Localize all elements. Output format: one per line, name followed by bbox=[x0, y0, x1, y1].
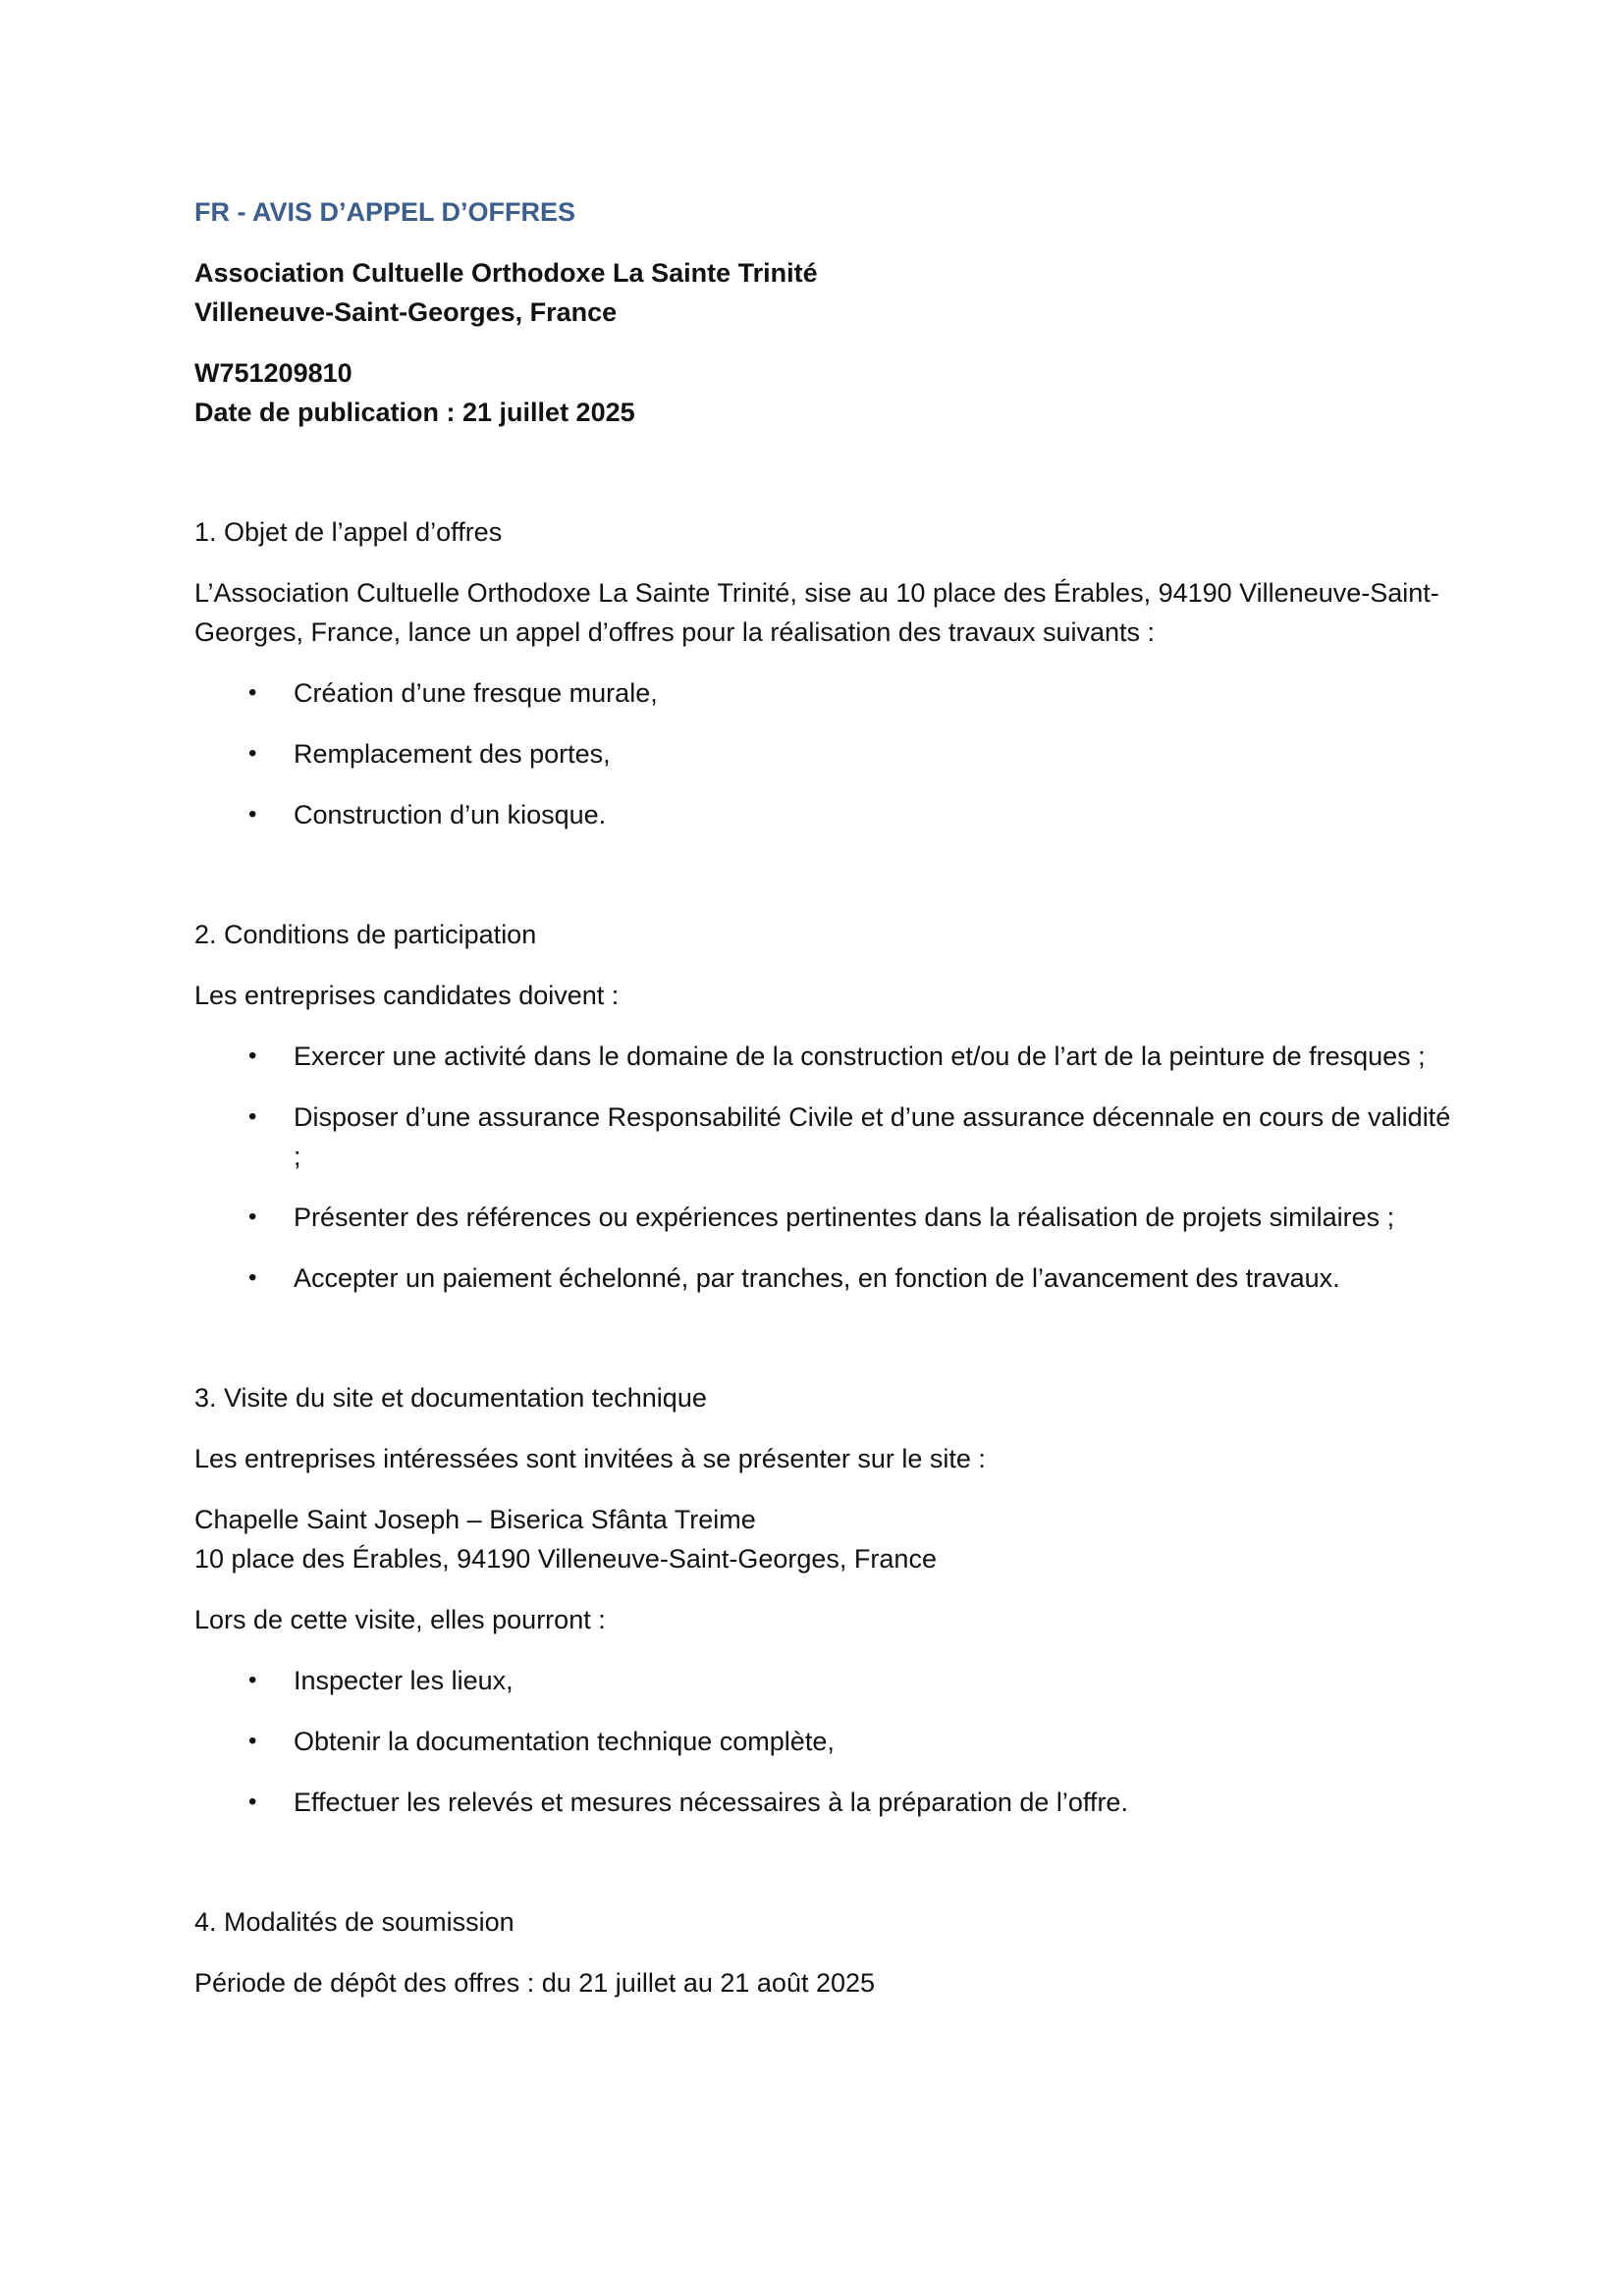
list-item-text: Création d’une fresque murale, bbox=[294, 678, 658, 708]
list-item-text: Exercer une activité dans le domaine de la construction et/ou de l’art de la peinture de fresques ; bbox=[294, 1041, 1426, 1071]
list-item bbox=[194, 1198, 1451, 1237]
site-name: Chapelle Saint Joseph – Biserica Sfânta Treime bbox=[194, 1505, 756, 1534]
list-item-text: Remplacement des portes, bbox=[294, 739, 611, 769]
list-item-text: Inspecter les lieux, bbox=[294, 1666, 514, 1695]
list-item bbox=[194, 1661, 1451, 1700]
bullet-icon: • bbox=[248, 740, 257, 767]
organization-location: Villeneuve-Saint-Georges, France bbox=[194, 297, 618, 327]
visit-intro: Lors de cette visite, elles pourront : bbox=[194, 1605, 606, 1634]
list-item bbox=[194, 1097, 1451, 1176]
document-body bbox=[194, 192, 1451, 2024]
list-item-text: Présenter des références ou expériences pertinentes dans la réalisation de projets similaires ; bbox=[294, 1202, 1395, 1232]
list-item bbox=[194, 1783, 1451, 1822]
list-item bbox=[194, 1037, 1451, 1076]
section-heading: 3. Visite du site et documentation technique bbox=[194, 1383, 707, 1413]
reference-block bbox=[194, 353, 1451, 432]
spacer bbox=[194, 454, 1451, 512]
section-heading: 4. Modalités de soumission bbox=[194, 1907, 514, 1937]
reference-number: W751209810 bbox=[194, 358, 352, 388]
bullet-icon: • bbox=[248, 1667, 257, 1693]
list-item-text: Accepter un paiement échelonné, par tranches, en fonction de l’avancement des travaux. bbox=[294, 1263, 1340, 1293]
list-item-text: Disposer d’une assurance Responsabilité Civile et d’une assurance décennale en cours de validité ; bbox=[294, 1102, 1451, 1171]
bullet-list bbox=[194, 1037, 1451, 1298]
bullet-icon: • bbox=[248, 1203, 257, 1230]
section-heading: 1. Objet de l’appel d’offres bbox=[194, 517, 503, 547]
bullet-list bbox=[194, 1661, 1451, 1822]
bullet-list bbox=[194, 673, 1451, 834]
bullet-icon: • bbox=[248, 1103, 257, 1130]
section-4 bbox=[194, 1902, 1451, 2002]
list-item bbox=[194, 673, 1451, 713]
list-item bbox=[194, 795, 1451, 834]
section-intro: L’Association Cultuelle Orthodoxe La Sainte Trinité, sise au 10 place des Érables, 94190 Villeneuve-Saint-Georges, France, lance un appel d’offres pour la réalisation des travaux suivants : bbox=[194, 578, 1439, 647]
section-intro: Les entreprises candidates doivent : bbox=[194, 981, 620, 1010]
site-street-address: 10 place des Érables, 94190 Villeneuve-Saint-Georges, France bbox=[194, 1544, 937, 1574]
submission-period: Période de dépôt des offres : du 21 juillet au 21 août 2025 bbox=[194, 1968, 876, 1998]
spacer bbox=[194, 856, 1451, 915]
bullet-icon: • bbox=[248, 679, 257, 706]
spacer bbox=[194, 1843, 1451, 1902]
section-1 bbox=[194, 512, 1451, 834]
list-item-text: Obtenir la documentation technique complète, bbox=[294, 1727, 835, 1756]
bullet-icon: • bbox=[248, 1042, 257, 1069]
document-title: FR - AVIS D’APPEL D’OFFRES bbox=[194, 197, 576, 227]
bullet-icon: • bbox=[248, 1728, 257, 1754]
spacer bbox=[194, 1319, 1451, 1378]
section-heading: 2. Conditions de participation bbox=[194, 920, 537, 949]
list-item bbox=[194, 1722, 1451, 1761]
section-2 bbox=[194, 915, 1451, 1298]
list-item-text: Construction d’un kiosque. bbox=[294, 800, 607, 829]
bullet-icon: • bbox=[248, 1789, 257, 1815]
list-item bbox=[194, 734, 1451, 774]
list-item-text: Effectuer les relevés et mesures nécessaires à la préparation de l’offre. bbox=[294, 1788, 1128, 1817]
organization-name: Association Cultuelle Orthodoxe La Sainte Trinité bbox=[194, 258, 818, 288]
site-address bbox=[194, 1500, 1451, 1578]
bullet-icon: • bbox=[248, 1264, 257, 1291]
bullet-icon: • bbox=[248, 801, 257, 828]
publication-date: Date de publication : 21 juillet 2025 bbox=[194, 398, 635, 427]
organization-block bbox=[194, 253, 1451, 332]
list-item bbox=[194, 1258, 1451, 1298]
section-3 bbox=[194, 1378, 1451, 1822]
section-intro: Les entreprises intéressées sont invitées à se présenter sur le site : bbox=[194, 1444, 986, 1473]
